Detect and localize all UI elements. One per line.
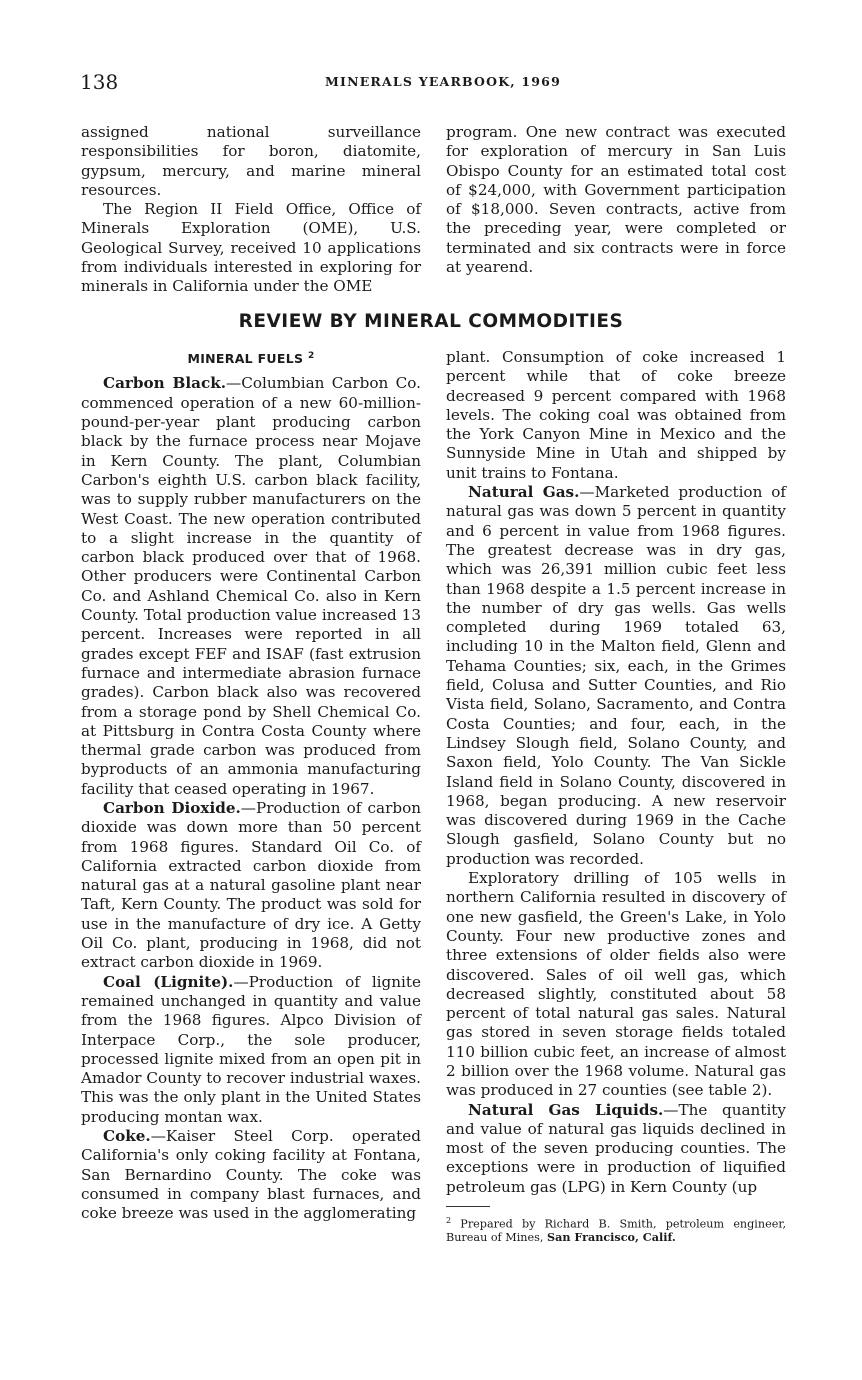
paragraph-text: —Marketed production of natural gas was down 5 percent in quantity and 6 percent in value from 1968 figures. The greatest decrease was in dry gas, which was 26,391 million cubic feet less than 1968 despite a 1.5 percent increase in the number of dry gas wells. Gas wells completed during 1969 totaled 63, including 10 in the Malton field, Glenn and Tehama Counties; six, each, in the Grimes field, Colusa and Sutter Counties, and Rio Vista field, Solano, Sacramento, and Contra Costa Counties; and four, each, in the Lindsey Slough field, Solano County, and Saxon field, Yolo County. The Van Sickle Island field in Solano County, discovered in 1968, began producing. A new reservoir was discovered during 1969 in the Cache Slough gasfield, Solano County but no production was recorded. — [446, 483, 786, 868]
section-title: REVIEW BY MINERAL COMMODITIES — [238, 311, 624, 332]
subhead-text: MINERAL FUELS — [187, 351, 304, 367]
paragraph — [446, 1101, 786, 1197]
subhead — [81, 347, 421, 368]
paragraph-text: plant. Consumption of coke increased 1 percent while that of coke breeze decreased 9 percent compared with 1968 levels. The coking coal was obtained from the York Canyon Mine in Mexico and the Sunnyside Mine in Utah and shipped by unit trains to Fontana. — [446, 348, 786, 482]
paragraph: assigned national surveillance responsibilities for boron, diatomite, gypsum, mercury, and marine mineral resources. — [81, 123, 421, 199]
paragraph-lead: Coke. — [103, 1127, 151, 1146]
paragraph-lead: Carbon Dioxide. — [103, 798, 241, 817]
footnote-number: 2 — [446, 1216, 452, 1225]
paragraph: The Region II Field Office, Office of Minerals Exploration (OME), U.S. Geological Survey, received 10 applications from individuals interested in exploring for minerals in California under the OME — [81, 200, 421, 296]
paragraph — [81, 799, 421, 973]
paragraph-lead: Natural Gas Liquids. — [468, 1100, 664, 1119]
paragraph — [446, 483, 786, 869]
paragraph-text: —Production of carbon dioxide was down more than 50 percent from 1968 figures. Standard Oil Co. of California extracted carbon dioxide from natural gas at a natural gasoline plant near Taft, Kern County. The product was sold for use in the manufacture of dry ice. A Getty Oil Co. plant, producing in 1968, did not extract carbon dioxide in 1969. — [81, 798, 421, 972]
footnote-place: San Francisco, Calif. — [546, 1230, 676, 1245]
paragraph — [446, 348, 786, 483]
paragraph — [446, 869, 786, 1101]
paragraph-text: —Columbian Carbon Co. commenced operation of a new 60-million-pound-per-year plant producing carbon black by the furnace process near Mojave in Kern County. The plant, Columbian Carbon's eighth U.S. carbon black facility, was to supply rubber manufacturers on the West Coast. The new operation contributed to a slight increase in the quantity of carbon black produced over that of 1968. Other producers were Continental Carbon Co. and Ashland Chemical Co. also in Kern County. Total production value increased 13 percent. Increases were reported in all grades except FEF and ISAF (fast extrusion furnace and intermediate abrasion furnace grades). Carbon black also was recovered from a storage pond by Shell Chemical Co. at Pittsburg in Contra Costa County where thermal grade carbon was produced from byproducts of an ammonia manufacturing facility that ceased operating in 1967. — [81, 374, 421, 798]
paragraph — [81, 973, 421, 1127]
paragraph-text: —Production of lignite remained unchanged in quantity and value from the 1968 figures. Alpco Division of Interpace Corp., the sole producer, processed lignite mixed from an open pit in Amador County to recover industrial waxes. This was the only plant in the United States producing montan wax. — [81, 972, 421, 1126]
paragraph-lead: Carbon Black. — [103, 374, 227, 393]
top-left-column — [81, 123, 421, 297]
running-head: MINERALS YEARBOOK, 1969 — [325, 74, 561, 89]
paragraph-text: —The quantity and value of natural gas liquids declined in most of the seven producing counties. The exceptions were in production of liquified petroleum gas (LPG) in Kern County (up — [446, 1100, 786, 1196]
footnote — [446, 1214, 786, 1245]
footnote-divider — [446, 1206, 490, 1207]
paragraph-lead: Natural Gas. — [468, 483, 580, 502]
paragraph-text: —Kaiser Steel Corp. operated California's only coking facility at Fontana, San Bernardino County. The coke was consumed in company blast furnaces, and coke breeze was used in the agglomerating — [81, 1127, 421, 1223]
paragraph — [81, 374, 421, 799]
right-column — [446, 348, 786, 1197]
paragraph — [81, 1127, 421, 1223]
paragraph: program. One new contract was executed for exploration of mercury in San Luis Obispo County for an estimated total cost of $24,000, with Government participation of $18,000. Seven contracts, active from the preceding year, were completed or terminated and six contracts were in force at yearend. — [446, 123, 786, 277]
top-right-column — [446, 123, 786, 277]
paragraph-text: Exploratory drilling of 105 wells in northern California resulted in discovery of one new gasfield, the Green's Lake, in Yolo County. Four new productive zones and three extensions of older fields also were discovered. Sales of oil well gas, which decreased slightly, constituted about 58 percent of total natural gas sales. Natural gas stored in seven storage fields totaled 110 billion cubic feet, an increase of almost 2 billion over the 1968 volume. Natural gas was produced in 27 counties (see table 2). — [446, 869, 786, 1100]
footnote-text: Prepared by Richard B. Smith, petroleum engineer, Bureau of Mines, — [446, 1217, 787, 1245]
left-column — [81, 347, 421, 1224]
page-number: 138 — [80, 70, 119, 94]
footnote-mark: 2 — [307, 351, 315, 361]
paragraph-lead: Coal (Lignite). — [103, 972, 234, 991]
